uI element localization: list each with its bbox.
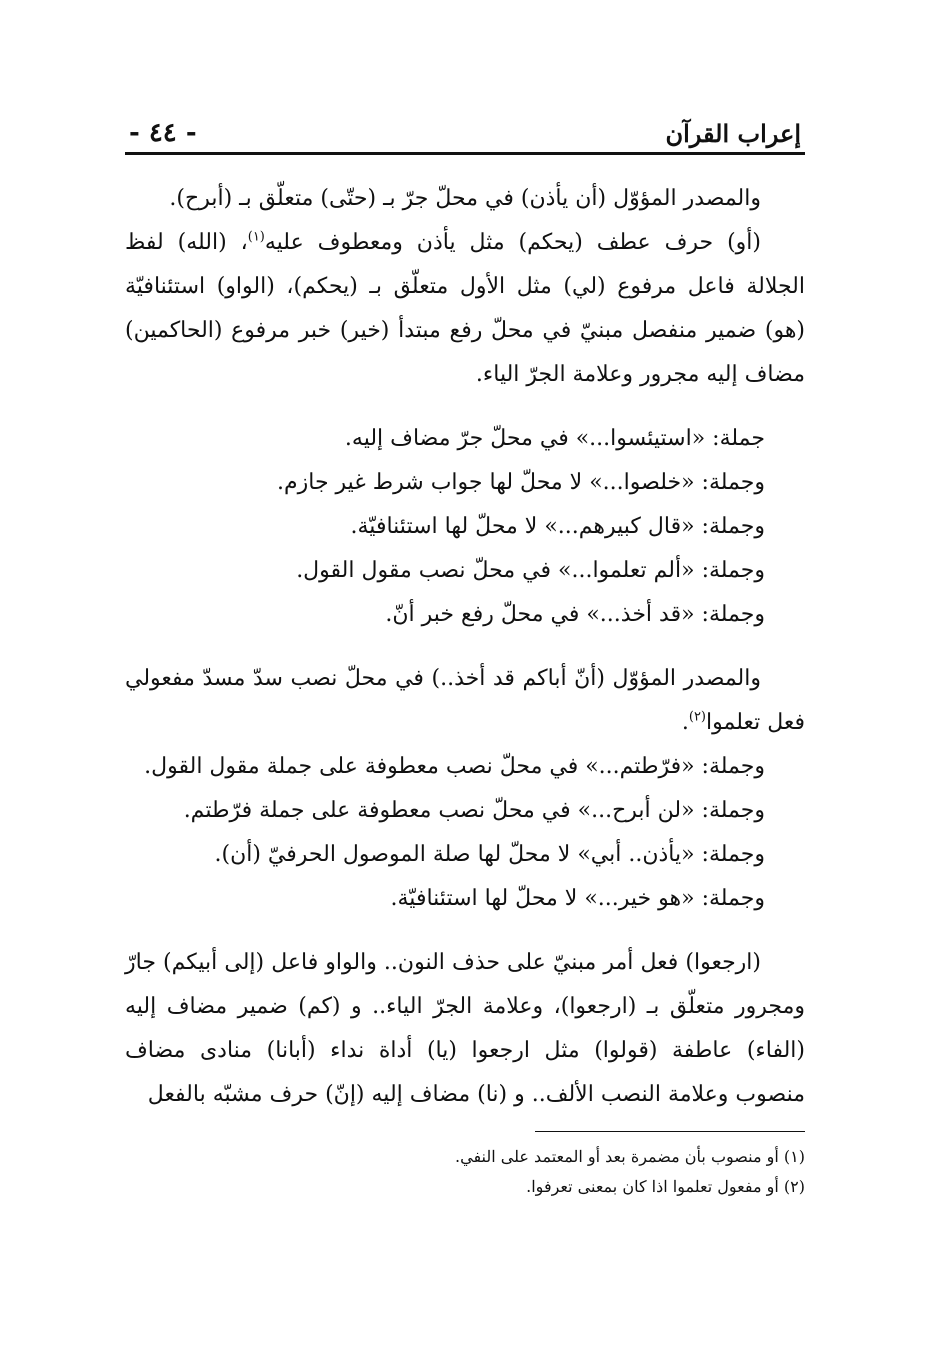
paragraph-3-text-a: والمصدر المؤوّل (أنّ أباكم قد أخذ..) في محلّ نصب سدّ مسدّ مفعولي فعل تعلموا (125, 666, 805, 735)
paragraph-2-text-b: ، (الله) لفظ الجلالة فاعل مرفوع (لي) مثل الأول متعلّق بـ (يحكم)، (الواو) استئنافيّة (هو) ضمير منفصل مبنيّ في محلّ رفع مبتدأ (خير) خبر مرفوع (الحاكمين) مضاف إليه مجرور وعلامة الجرّ الياء. (125, 230, 805, 387)
footnotes (125, 1142, 805, 1202)
footnote-ref-1: (١) (247, 229, 265, 245)
list-item: وجملة: «يأذن.. أبي» لا محلّ لها صلة الموصول الحرفيّ (أن). (214, 842, 765, 867)
footnote-1: (١) أو منصوب بأن مضمرة بعد أو المعتمد على النفي. (455, 1147, 805, 1166)
main-text (125, 177, 805, 1117)
paragraph-3-text-b: . (681, 710, 689, 735)
list-item: وجملة: «خلصوا...» لا محلّ لها جواب شرط غير جازم. (277, 470, 765, 495)
spacer (125, 637, 805, 657)
footnote-2: (٢) أو مفعول تعلموا اذا كان بمعنى تعرفوا. (526, 1177, 805, 1196)
paragraph-1: والمصدر المؤوّل (أن يأذن) في محلّ جرّ بـ (حتّى) متعلّق بـ (أبرح). (169, 186, 761, 211)
footnote-divider (535, 1131, 805, 1132)
paragraph-3 (125, 657, 805, 745)
page (125, 100, 805, 1202)
paragraph-2 (125, 221, 805, 397)
list-item: وجملة: «لن أبرح...» في محلّ نصب معطوفة على جملة فرّطتم. (183, 798, 765, 823)
sentence-list-2 (125, 745, 805, 921)
spacer (125, 921, 805, 941)
footnote-ref-2: (٢) (688, 709, 706, 725)
sentence-list-1 (125, 417, 805, 637)
spacer (125, 397, 805, 417)
paragraph-2-text-a: (أو) حرف عطف (يحكم) مثل يأذن ومعطوف عليه (264, 230, 761, 255)
book-title: إعراب القرآن (665, 119, 801, 148)
list-item: وجملة: «هو خير...» لا محلّ لها استئنافيّة. (390, 886, 765, 911)
list-item: وجملة: «ألم تعلموا...» في محلّ نصب مقول القول. (296, 558, 765, 583)
list-item: وجملة: «قال كبيرهم...» لا محلّ لها استئنافيّة. (350, 514, 765, 539)
list-item: جملة: «استيئسوا...» في محلّ جرّ مضاف إليه. (344, 426, 765, 451)
running-header (125, 100, 805, 155)
page-number: - ٤٤ - (129, 118, 197, 148)
list-item: وجملة: «قد أخذ...» في محلّ رفع خبر أنّ. (385, 602, 765, 627)
list-item: وجملة: «فرّطتم...» في محلّ نصب معطوفة على جملة مقول القول. (144, 754, 765, 779)
paragraph-4: (ارجعوا) فعل أمر مبنيّ على حذف النون.. والواو فاعل (إلى أبيكم) جارّ ومجرور متعلّق بـ (ارجعوا)، وعلامة الجرّ الياء.. و (كم) ضمير مضاف إليه (الفاء) عاطفة (قولوا) مثل ارجعوا (يا) أداة نداء (أبانا) منادى مضاف منصوب وعلامة النصب الألف.. و (نا) مضاف إليه (إنّ) حرف مشبّه بالفعل (125, 950, 805, 1107)
